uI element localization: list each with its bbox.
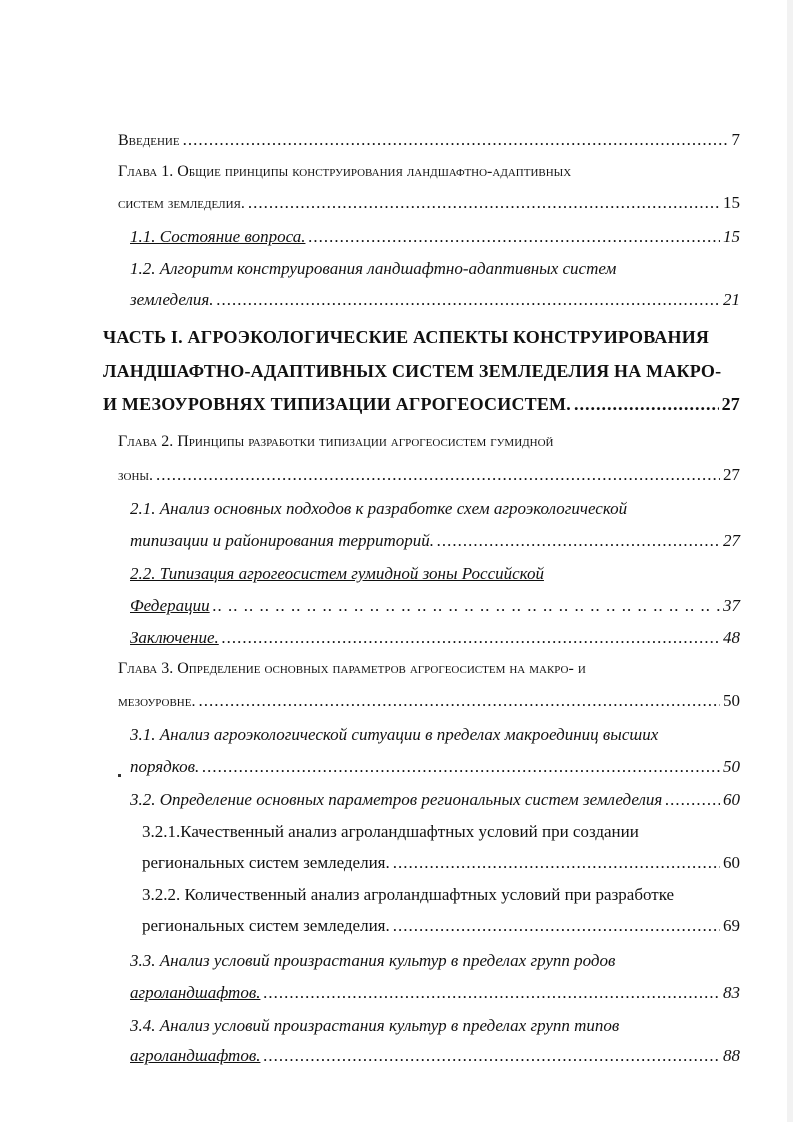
toc-entry-chapter-1-cont bbox=[118, 193, 740, 213]
leader-dots bbox=[437, 531, 720, 551]
toc-entry-title: Введение bbox=[118, 132, 180, 149]
leader-dots bbox=[156, 465, 720, 485]
leader-dots bbox=[393, 853, 720, 873]
toc-entry-chapter-2 bbox=[118, 433, 554, 451]
toc-entry-chapter-2-cont bbox=[118, 465, 740, 485]
scan-speck bbox=[118, 774, 121, 777]
leader-dots bbox=[217, 290, 720, 310]
toc-entry-2-1 bbox=[130, 499, 627, 519]
leader-dots bbox=[198, 691, 720, 711]
toc-entry-1-2-cont bbox=[130, 290, 740, 310]
toc-entry-chapter-1 bbox=[118, 163, 571, 181]
toc-part-1-heading-end bbox=[103, 394, 740, 415]
toc-entry-title: 3.3. Анализ условий произрастания культур в пределах групп родов bbox=[130, 951, 616, 970]
toc-entry-title: региональных систем земледелия. bbox=[142, 853, 390, 872]
leader-dots bbox=[222, 628, 720, 648]
toc-entry-3-4-cont bbox=[130, 1046, 740, 1066]
toc-entry-title: 2.2. Типизация агрогеосистем гумидной зоны Российской bbox=[130, 564, 544, 583]
toc-entry-title: Глава 1. Общие принципы конструирования ландшафтно-адаптивных bbox=[118, 163, 572, 180]
page-number: 37 bbox=[723, 596, 740, 615]
page-number: 21 bbox=[723, 290, 740, 309]
toc-entry-title: агроландшафтов. bbox=[130, 983, 261, 1002]
page-number: 60 bbox=[723, 853, 740, 872]
toc-entry-title: Федерации bbox=[130, 596, 210, 615]
toc-entry-title: земледелия. bbox=[130, 290, 214, 309]
toc-entry-3-1-cont bbox=[130, 757, 740, 777]
toc-entry-1-2 bbox=[130, 259, 616, 279]
page-number: 15 bbox=[723, 227, 740, 246]
toc-entry-title: мезоуровне. bbox=[118, 693, 196, 710]
toc-entry-2-2-cont bbox=[130, 596, 740, 616]
toc-part-1-heading-cont bbox=[103, 361, 721, 382]
page-number: 88 bbox=[723, 1046, 740, 1065]
toc-entry-title: Заключение. bbox=[130, 628, 219, 647]
toc-entry-3-4 bbox=[130, 1016, 619, 1036]
toc-entry-title: ЛАНДШАФТНО-АДАПТИВНЫХ СИСТЕМ ЗЕМЛЕДЕЛИЯ НА МАКРО- bbox=[103, 361, 722, 381]
page-number: 7 bbox=[731, 130, 740, 149]
leader-dots bbox=[213, 596, 720, 616]
leader-dots bbox=[263, 983, 720, 1003]
toc-entry-title: 3.2.1.Качественный анализ агроландшафтных условий при создании bbox=[142, 822, 639, 841]
toc-entry-title: 3.2. Определение основных параметров региональных систем земледелия bbox=[130, 790, 663, 809]
leader-dots bbox=[183, 130, 729, 150]
page-number: 15 bbox=[723, 193, 740, 212]
toc-entry-3-2-2 bbox=[142, 885, 674, 905]
toc-entry-title: Глава 2. Принципы разработки типизации агрогеосистем гумидной bbox=[118, 433, 554, 450]
toc-entry-2-2 bbox=[130, 564, 544, 584]
page-number: 60 bbox=[723, 790, 740, 809]
page-number: 50 bbox=[723, 691, 740, 710]
toc-entry-3-1 bbox=[130, 725, 658, 745]
toc-entry-title: систем земледелия. bbox=[118, 195, 245, 212]
leader-dots bbox=[393, 916, 720, 936]
toc-entry-title: И МЕЗОУРОВНЯХ ТИПИЗАЦИИ АГРОГЕОСИСТЕМ. bbox=[103, 394, 571, 414]
toc-entry-title: 1.2. Алгоритм конструирования ландшафтно-адаптивных систем bbox=[130, 259, 617, 278]
toc-entry-conclusion bbox=[130, 628, 740, 648]
toc-entry-title: агроландшафтов. bbox=[130, 1046, 261, 1065]
toc-entry-title: типизации и районирования территорий. bbox=[130, 531, 435, 550]
page-number: 83 bbox=[723, 983, 740, 1002]
scan-edge-shadow bbox=[787, 0, 793, 1122]
toc-entry-title: 3.2.2. Количественный анализ агроландшафтных условий при разработке bbox=[142, 885, 675, 904]
toc-entry-title: 2.1. Анализ основных подходов к разработке схем агроэкологической bbox=[130, 499, 628, 518]
page-number: 27 bbox=[723, 465, 740, 484]
toc-entry-title: Глава 3. Определение основных параметров агрогеосистем на макро- и bbox=[118, 660, 586, 677]
toc-entry-chapter-3 bbox=[118, 660, 586, 678]
toc-entry-title: порядков. bbox=[130, 757, 200, 776]
toc-entry-title: ЧАСТЬ I. АГРОЭКОЛОГИЧЕСКИЕ АСПЕКТЫ КОНСТРУИРОВАНИЯ bbox=[103, 327, 710, 347]
toc-entry-title: 1.1. Состояние вопроса. bbox=[130, 227, 306, 246]
toc-entry-chapter-3-cont bbox=[118, 691, 740, 711]
toc-entry-3-2-1 bbox=[142, 822, 639, 842]
toc-entry-1-1 bbox=[130, 227, 740, 247]
toc-entry-3-2-1-cont bbox=[142, 853, 740, 873]
leader-dots bbox=[308, 227, 720, 247]
page-number: 27 bbox=[721, 394, 740, 414]
leader-dots bbox=[248, 193, 720, 213]
leader-dots bbox=[574, 394, 719, 415]
toc-entry-title: зоны. bbox=[118, 467, 153, 484]
toc-entry-3-3 bbox=[130, 951, 615, 971]
leader-dots bbox=[665, 790, 720, 810]
toc-part-1-heading bbox=[103, 327, 709, 348]
toc-entry-title: 3.4. Анализ условий произрастания культур в пределах групп типов bbox=[130, 1016, 620, 1035]
toc-entry-3-2 bbox=[130, 790, 740, 810]
leader-dots bbox=[202, 757, 720, 777]
toc-entry-2-1-cont bbox=[130, 531, 740, 551]
toc-entry-title: региональных систем земледелия. bbox=[142, 916, 390, 935]
leader-dots bbox=[263, 1046, 720, 1066]
page-number: 69 bbox=[723, 916, 740, 935]
page-number: 27 bbox=[723, 531, 740, 550]
toc-entry-title: 3.1. Анализ агроэкологической ситуации в пределах макроединиц высших bbox=[130, 725, 659, 744]
page-number: 48 bbox=[723, 628, 740, 647]
toc-entry-introduction bbox=[118, 130, 740, 150]
page-number: 50 bbox=[723, 757, 740, 776]
toc-entry-3-2-2-cont bbox=[142, 916, 740, 936]
toc-entry-3-3-cont bbox=[130, 983, 740, 1003]
